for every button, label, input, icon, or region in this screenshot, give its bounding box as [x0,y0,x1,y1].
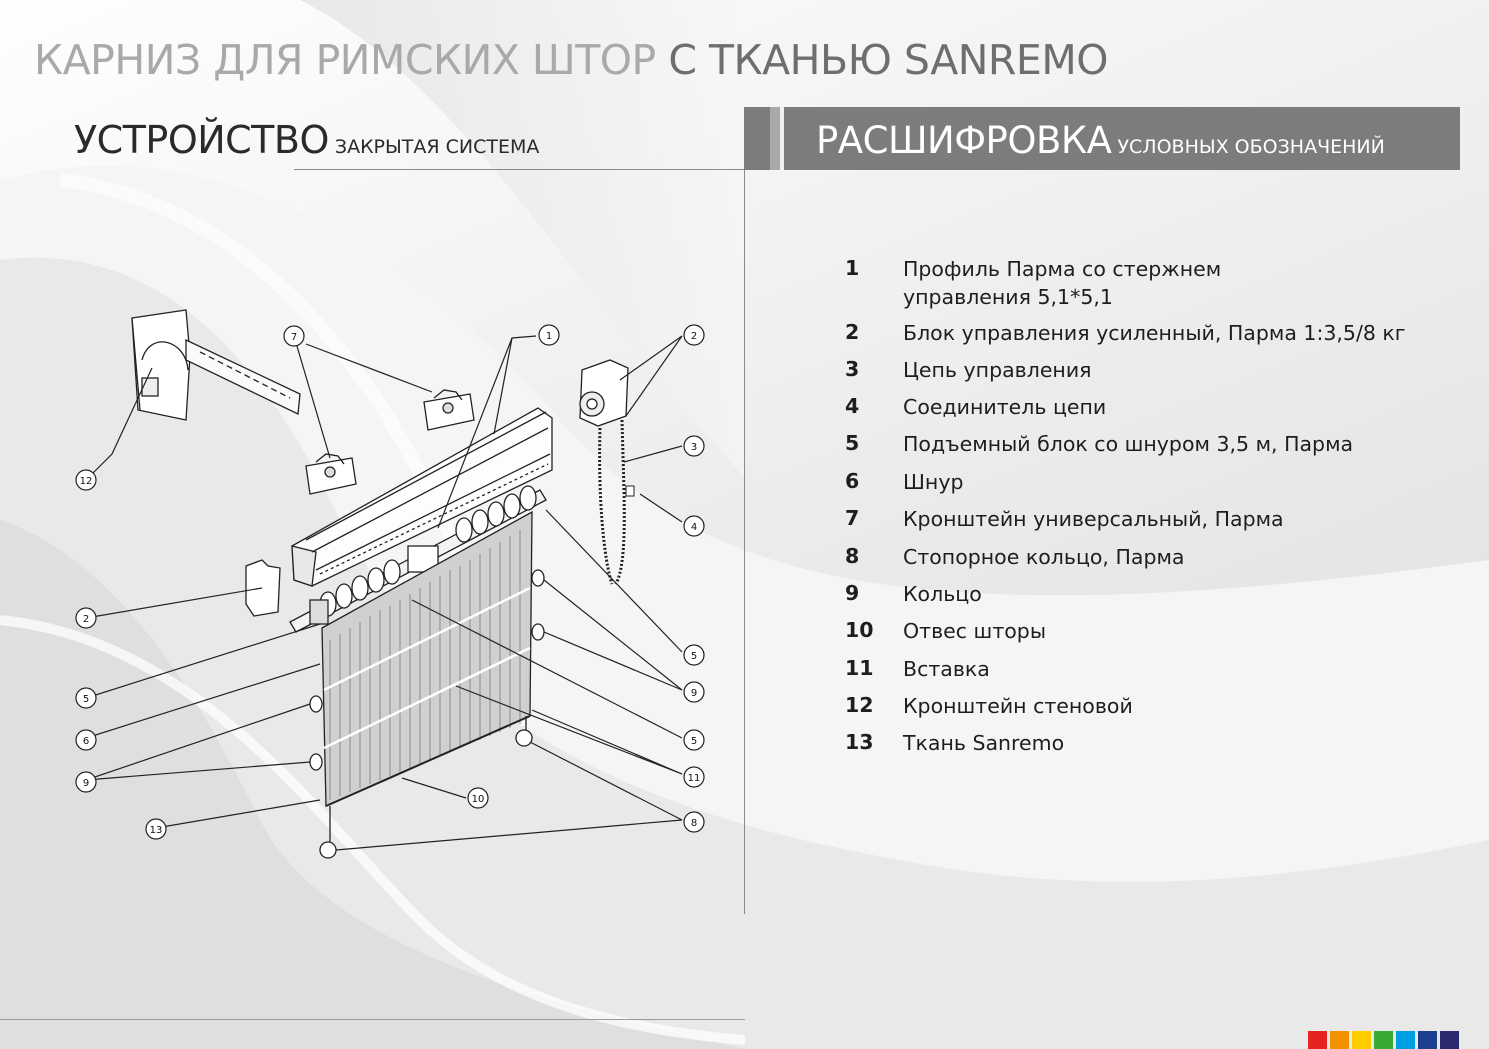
legend-num: 3 [845,357,860,381]
callout-10-label: 10 [471,794,485,805]
callout-5-bottom-label: 5 [690,736,698,747]
swatch-green [1374,1031,1393,1049]
callout-13-label: 13 [149,825,163,836]
callout-11-label: 11 [687,773,701,784]
legend-num: 5 [845,431,860,455]
legend-label: Блок управления усиленный, Парма 1:3,5/8 кг [903,321,1406,345]
legend-label: Кронштейн стеновой [903,694,1133,718]
callout-2-cap-label: 2 [82,614,90,625]
legend-num: 7 [845,506,860,530]
page-title-dark: С ТКАНЬЮ SANREMO [668,36,1108,84]
callout-6-label: 6 [82,736,90,747]
legend-label: Кронштейн универсальный, Парма [903,507,1284,531]
callout-9-left-label: 9 [82,778,90,789]
callout-5-top-label: 5 [690,651,698,662]
legend-num: 1 [845,256,860,280]
legend-num: 4 [845,394,860,418]
swatch-blue [1418,1031,1437,1049]
legend-num: 11 [845,656,874,680]
swatch-navy [1440,1031,1459,1049]
band-stripe-light [780,107,784,170]
legend-num: 9 [845,581,860,605]
callout-2-label: 2 [690,331,698,342]
end-cap-part [246,560,280,616]
legend-num: 2 [845,320,860,344]
legend-label: Цепь управления [903,358,1092,382]
callout-9-right-label: 9 [690,688,698,699]
callout-1-label: 1 [545,331,553,342]
callout-8-label: 8 [690,818,698,829]
section-title-device: УСТРОЙСТВО [74,118,329,162]
divider-bottom [0,1019,745,1020]
legend-num: 13 [845,730,874,754]
callout-12-label: 12 [79,476,93,487]
legend-label: Вставка [903,657,990,681]
swatch-cyan [1396,1031,1415,1049]
legend-label: Стопорное кольцо, Парма [903,545,1185,569]
callout-4-label: 4 [690,522,698,533]
callout-7-label: 7 [290,332,298,343]
section-subtitle-device: ЗАКРЫТАЯ СИСТЕМА [334,136,540,158]
legend-label: Подъемный блок со шнуром 3,5 м, Парма [903,432,1354,456]
band-stripe [770,107,780,170]
page-title-light: КАРНИЗ ДЛЯ РИМСКИХ ШТОР [34,36,656,84]
legend-label: Шнур [903,470,964,494]
legend-num: 10 [845,618,874,642]
swatch-yellow [1352,1031,1371,1049]
legend-header-band [744,107,1460,170]
legend-label: Ткань Sanremo [903,731,1065,755]
assembly-diagram [0,0,745,1019]
callout-3-label: 3 [690,442,698,453]
swatch-orange [1330,1031,1349,1049]
legend-num: 12 [845,693,874,717]
swatch-red [1308,1031,1327,1049]
legend-num: 8 [845,544,860,568]
legend-header-text [816,119,1385,162]
chain-part [600,420,634,584]
legend-label: Отвес шторы [903,619,1046,643]
control-block-part [580,360,628,426]
legend-subtitle: УСЛОВНЫХ ОБОЗНАЧЕНИЙ [1117,136,1385,158]
legend-label: Профиль Парма со стержнем управления 5,1*5,1 [903,257,1222,309]
wall-bracket-part [132,310,300,420]
legend-title: РАСШИФРОВКА [816,119,1112,162]
callout-5-left-label: 5 [82,694,90,705]
legend-label: Кольцо [903,582,982,606]
legend-num: 6 [845,469,860,493]
legend-label: Соединитель цепи [903,395,1107,419]
